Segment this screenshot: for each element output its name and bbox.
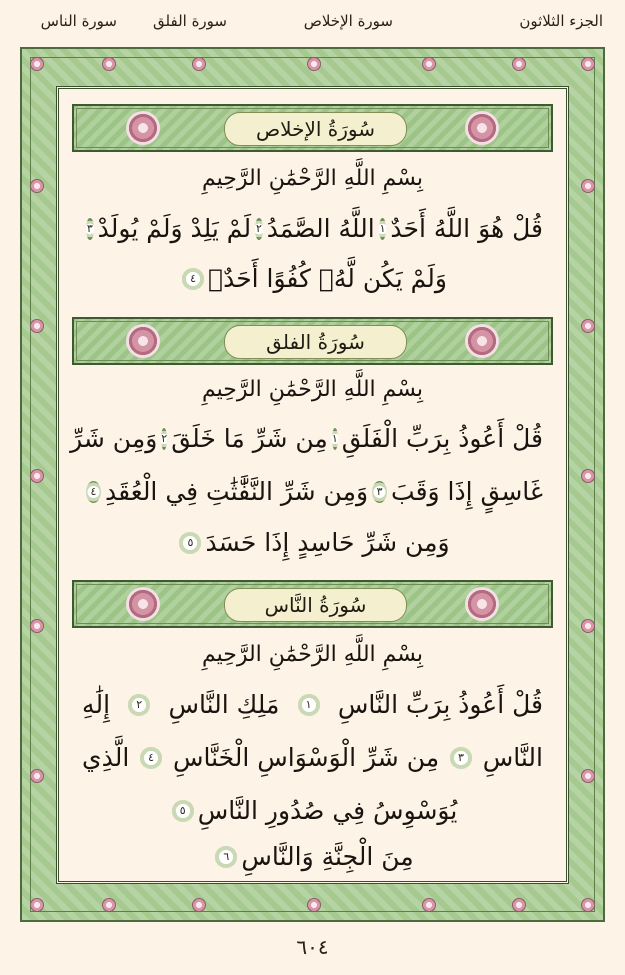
surah-banner-ikhlas — [72, 104, 553, 152]
ayah-number-marker: ٥ — [179, 532, 201, 554]
flower-ornament-icon — [126, 587, 160, 621]
surah-banner-falaq — [72, 317, 553, 365]
ayah-number-marker: ٤ — [86, 481, 101, 503]
verse-line — [82, 842, 543, 871]
rosette-icon — [307, 57, 321, 71]
ayah-number-marker: ١ — [379, 218, 387, 240]
rosette-icon — [422, 898, 436, 912]
verse-line — [82, 214, 543, 243]
rosette-icon — [422, 57, 436, 71]
rosette-icon — [581, 319, 595, 333]
verse-text: مِن شَرِّ مَا خَلَقَ — [171, 424, 328, 453]
verse-text: قُلْ أَعُوذُ بِرَبِّ النَّاسِ — [337, 690, 543, 719]
verse-text: وَمِن شَرِّ النَّفَّٰثَٰتِ فِي الْعُقَدِ — [104, 477, 369, 506]
verse-line — [82, 743, 543, 772]
verse-line — [82, 477, 543, 506]
ayah-number-marker: ١ — [332, 428, 338, 450]
page-number: ٦٠٤ — [296, 935, 329, 959]
ayah-number-marker: ٦ — [215, 846, 237, 868]
ayah-number-marker: ٣ — [450, 747, 472, 769]
verse-line — [82, 796, 543, 825]
flower-ornament-icon — [126, 111, 160, 145]
header-surah-ikhlas: سورة الإخلاص — [303, 12, 393, 30]
flower-ornament-icon — [465, 587, 499, 621]
rosette-icon — [192, 57, 206, 71]
verse-text: الَّذِي — [82, 743, 130, 772]
rosette-icon — [581, 57, 595, 71]
rosette-icon — [192, 898, 206, 912]
ayah-number-marker: ٥ — [172, 800, 194, 822]
verse-text: غَاسِقٍ إِذَا وَقَبَ — [391, 477, 543, 506]
rosette-icon — [581, 769, 595, 783]
verse-text: يُوَسْوِسُ فِي صُدُورِ النَّاسِ — [197, 796, 458, 825]
verse-text: مَلِكِ النَّاسِ — [168, 690, 280, 719]
verse-line — [82, 690, 543, 719]
rosette-icon — [512, 57, 526, 71]
verse-text: مِن شَرِّ الْوَسْوَاسِ الْخَنَّاسِ — [172, 743, 440, 772]
surah-banner-nas — [72, 580, 553, 628]
rosette-icon — [30, 57, 44, 71]
ayah-number-marker: ٢ — [255, 218, 263, 240]
juz-label: الجزء الثلاثون — [519, 12, 603, 30]
rosette-icon — [102, 898, 116, 912]
rosette-icon — [581, 619, 595, 633]
page-header — [0, 0, 625, 40]
verse-text: إِلَٰهِ — [82, 690, 111, 719]
verse-line — [82, 264, 543, 293]
ayah-number-marker: ١ — [298, 694, 320, 716]
ayah-number-marker: ٢ — [161, 428, 167, 450]
ayah-number-marker: ٤ — [182, 268, 204, 290]
rosette-icon — [581, 469, 595, 483]
ayah-number-marker: ٣ — [86, 218, 94, 240]
ayah-number-marker: ٢ — [128, 694, 150, 716]
flower-ornament-icon — [465, 324, 499, 358]
rosette-icon — [30, 319, 44, 333]
verse-text: مِنَ الْجِنَّةِ وَالنَّاسِ — [241, 842, 414, 871]
rosette-icon — [102, 57, 116, 71]
verse-text: وَمِن شَرِّ — [70, 424, 158, 453]
rosette-icon — [30, 179, 44, 193]
verse-text: وَلَمْ يَكُن لَّهُۥ كُفُوًا أَحَدٌۢ — [208, 264, 447, 293]
bismillah: بِسْمِ اللَّهِ الرَّحْمَٰنِ الرَّحِيمِ — [201, 642, 424, 667]
rosette-icon — [30, 469, 44, 483]
flower-ornament-icon — [465, 111, 499, 145]
rosette-icon — [581, 898, 595, 912]
verse-text: لَمْ يَلِدْ وَلَمْ يُولَدْ — [97, 214, 252, 243]
rosette-icon — [30, 898, 44, 912]
verse-text: قُلْ هُوَ اللَّهُ أَحَدٌ — [390, 214, 543, 243]
surah-title: سُورَةُ الفلق — [224, 325, 407, 359]
header-surah-nas: سورة الناس — [40, 12, 117, 30]
verse-line — [70, 424, 543, 453]
rosette-icon — [30, 619, 44, 633]
ayah-number-marker: ٤ — [140, 747, 162, 769]
rosette-icon — [512, 898, 526, 912]
rosette-icon — [307, 898, 321, 912]
verse-line — [82, 528, 543, 557]
rosette-icon — [30, 769, 44, 783]
ayah-number-marker: ٣ — [372, 481, 387, 503]
rosette-icon — [581, 179, 595, 193]
surah-title: سُورَةُ النَّاس — [224, 588, 407, 622]
flower-ornament-icon — [126, 324, 160, 358]
header-surah-falaq: سورة الفلق — [153, 12, 227, 30]
verse-text: قُلْ أَعُوذُ بِرَبِّ الْفَلَقِ — [341, 424, 543, 453]
bismillah: بِسْمِ اللَّهِ الرَّحْمَٰنِ الرَّحِيمِ — [201, 377, 424, 402]
bismillah: بِسْمِ اللَّهِ الرَّحْمَٰنِ الرَّحِيمِ — [201, 166, 424, 191]
verse-text: اللَّهُ الصَّمَدُ — [266, 214, 375, 243]
verse-text: وَمِن شَرِّ حَاسِدٍ إِذَا حَسَدَ — [205, 528, 450, 557]
verse-text: النَّاسِ — [482, 743, 543, 772]
surah-title: سُورَةُ الإخلاص — [224, 112, 407, 146]
